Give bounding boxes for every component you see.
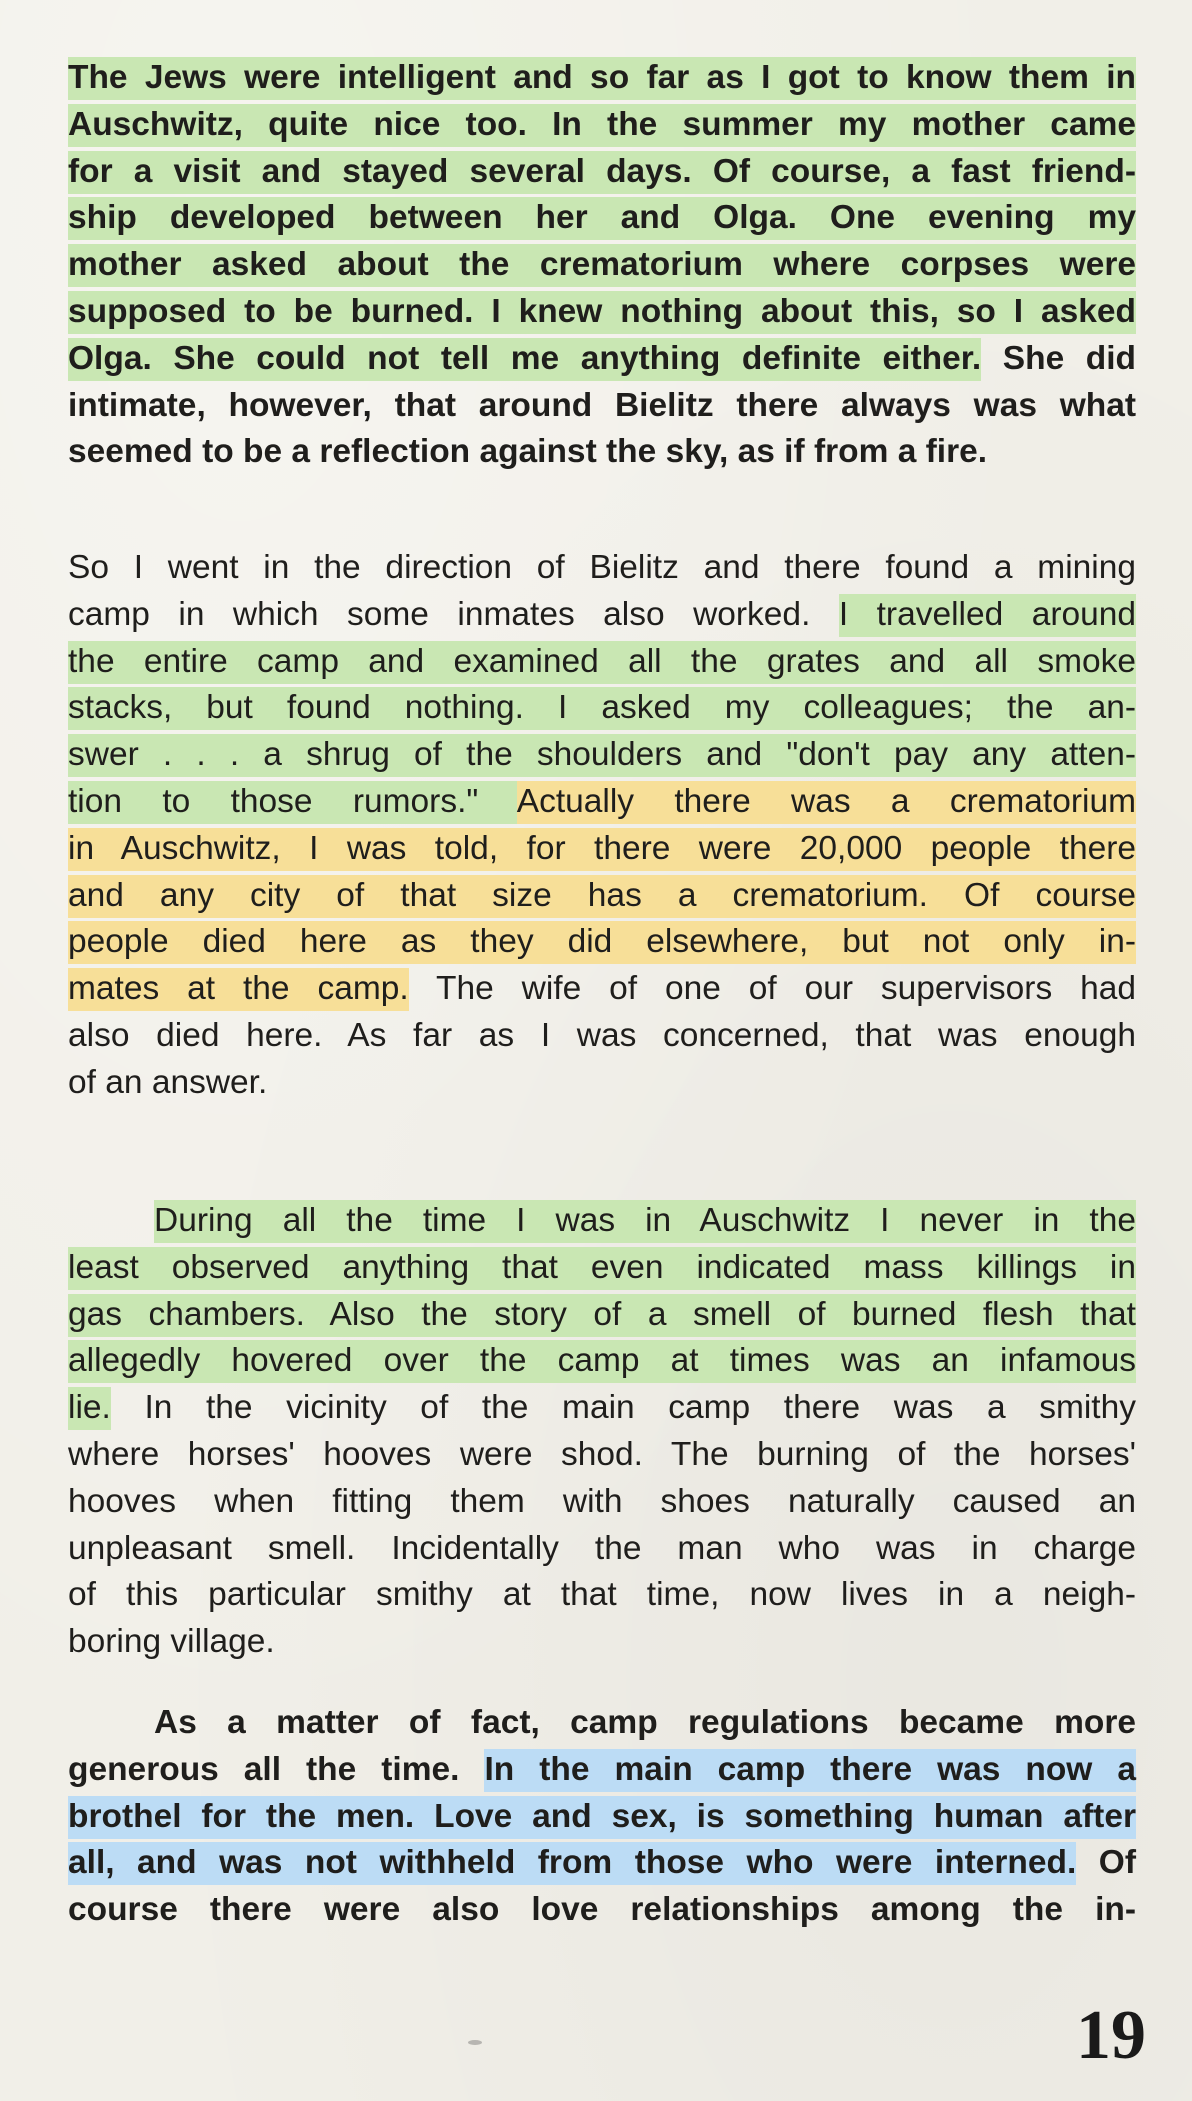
- text-plain: camp in which some inmates also worked.: [68, 595, 839, 633]
- text-line: [68, 195, 1136, 242]
- highlight-yellow: in Auschwitz, I was told, for there were 20,000 people there: [68, 828, 1136, 871]
- text-plain: The wife of one of our supervisors had: [408, 970, 1136, 1008]
- highlight-green: allegedly hovered over the camp at times was an infamous: [68, 1340, 1136, 1383]
- text-line: [68, 1479, 1136, 1526]
- text-line: [68, 1060, 1136, 1107]
- highlight-blue: In the main camp there was now a: [484, 1749, 1136, 1792]
- text-line: [68, 1840, 1136, 1887]
- highlight-green: lie.: [68, 1387, 111, 1430]
- text-plain: generous all the time.: [68, 1750, 485, 1788]
- highlight-green: gas chambers. Also the story of a smell of burned flesh that: [68, 1294, 1136, 1337]
- text-line: [68, 429, 1136, 476]
- paragraph-2: [68, 545, 1136, 1107]
- text-plain: Of: [1076, 1844, 1136, 1882]
- text-line: [68, 149, 1136, 196]
- text-line: [68, 1887, 1136, 1934]
- highlight-yellow: people died here as they did elsewhere, but not only in-: [68, 921, 1136, 964]
- text-line: [68, 685, 1136, 732]
- text-line: [68, 1198, 1136, 1245]
- highlight-green: During all the time I was in Auschwitz I never in the: [154, 1200, 1136, 1243]
- highlight-green: The Jews were intelligent and so far as I got to know them in: [68, 57, 1136, 100]
- highlight-yellow: and any city of that size has a crematorium. Of course: [68, 875, 1136, 918]
- text-line: [68, 1338, 1136, 1385]
- paragraph-3: [68, 1198, 1136, 1666]
- ink-smudge: [468, 2040, 482, 2045]
- text-line: [68, 1245, 1136, 1292]
- text-plain: As a matter of fact, camp regulations became more: [154, 1704, 1136, 1741]
- text-line: [68, 242, 1136, 289]
- text-plain: hooves when fitting them with shoes naturally caused an: [68, 1482, 1136, 1520]
- highlight-green: supposed to be burned. I knew nothing about this, so I asked: [68, 291, 1136, 334]
- text-plain: course there were also love relationships among the in-: [68, 1891, 1136, 1929]
- highlight-blue: brothel for the men. Love and sex, is something human after: [68, 1796, 1136, 1839]
- text-line: [68, 383, 1136, 430]
- text-line: [68, 1794, 1136, 1841]
- highlight-green: swer . . . a shrug of the shoulders and "don't pay any atten-: [68, 734, 1136, 777]
- highlight-green: tion to those rumors.": [68, 781, 517, 824]
- text-line: [68, 639, 1136, 686]
- highlight-green: Auschwitz, quite nice too. In the summer my mother came: [68, 104, 1136, 147]
- text-line: [68, 1619, 1136, 1666]
- text-plain: boring village.: [68, 1623, 275, 1661]
- highlight-green: least observed anything that even indicated mass killings in: [68, 1247, 1136, 1290]
- text-line: [68, 1385, 1136, 1432]
- highlight-blue: all, and was not withheld from those who were interned.: [68, 1842, 1076, 1885]
- text-line: [68, 966, 1136, 1013]
- text-line: [68, 919, 1136, 966]
- text-line: [68, 289, 1136, 336]
- highlight-yellow: Actually there was a crematorium: [517, 781, 1136, 824]
- text-line: [68, 1572, 1136, 1619]
- text-line: [68, 592, 1136, 639]
- text-plain: where horses' hooves were shod. The burning of the horses': [68, 1435, 1136, 1473]
- paragraph-4: [68, 1700, 1136, 1934]
- text-line: [68, 1526, 1136, 1573]
- text-plain: She did: [981, 339, 1136, 377]
- text-line: [68, 1700, 1136, 1747]
- page-number: 19: [1076, 1997, 1146, 2074]
- text-line: [68, 1432, 1136, 1479]
- text-line: [68, 102, 1136, 149]
- text-line: [68, 336, 1136, 383]
- text-line: [68, 732, 1136, 779]
- text-plain: also died here. As far as I was concerned, that was enough: [68, 1016, 1136, 1054]
- paragraph-1: [68, 55, 1136, 476]
- text-plain: of an answer.: [68, 1063, 268, 1101]
- highlight-green: ship developed between her and Olga. One evening my: [68, 197, 1136, 240]
- text-plain: unpleasant smell. Incidentally the man who was in charge: [68, 1529, 1136, 1567]
- highlight-green: the entire camp and examined all the grates and all smoke: [68, 641, 1136, 684]
- highlight-green: stacks, but found nothing. I asked my colleagues; the an-: [68, 687, 1136, 730]
- text-plain: In the vicinity of the main camp there was a smithy: [110, 1389, 1136, 1427]
- highlight-yellow: mates at the camp.: [68, 968, 409, 1011]
- text-line: [68, 1013, 1136, 1060]
- highlight-green: mother asked about the crematorium where corpses were: [68, 244, 1136, 287]
- highlight-green: Olga. She could not tell me anything definite either.: [68, 338, 981, 381]
- text-plain: intimate, however, that around Bielitz there always was what: [68, 386, 1136, 424]
- text-line: [68, 873, 1136, 920]
- highlight-green: for a visit and stayed several days. Of course, a fast friend-: [68, 151, 1136, 194]
- text-plain: of this particular smithy at that time, now lives in a neigh-: [68, 1576, 1136, 1614]
- text-line: [68, 779, 1136, 826]
- text-plain: So I went in the direction of Bielitz and there found a mining: [68, 549, 1136, 586]
- text-line: [68, 545, 1136, 592]
- text-line: [68, 826, 1136, 873]
- text-line: [68, 1747, 1136, 1794]
- text-line: [68, 1292, 1136, 1339]
- text-plain: seemed to be a reflection against the sky, as if from a fire.: [68, 433, 988, 471]
- highlight-green: I travelled around: [839, 594, 1136, 637]
- text-line: [68, 55, 1136, 102]
